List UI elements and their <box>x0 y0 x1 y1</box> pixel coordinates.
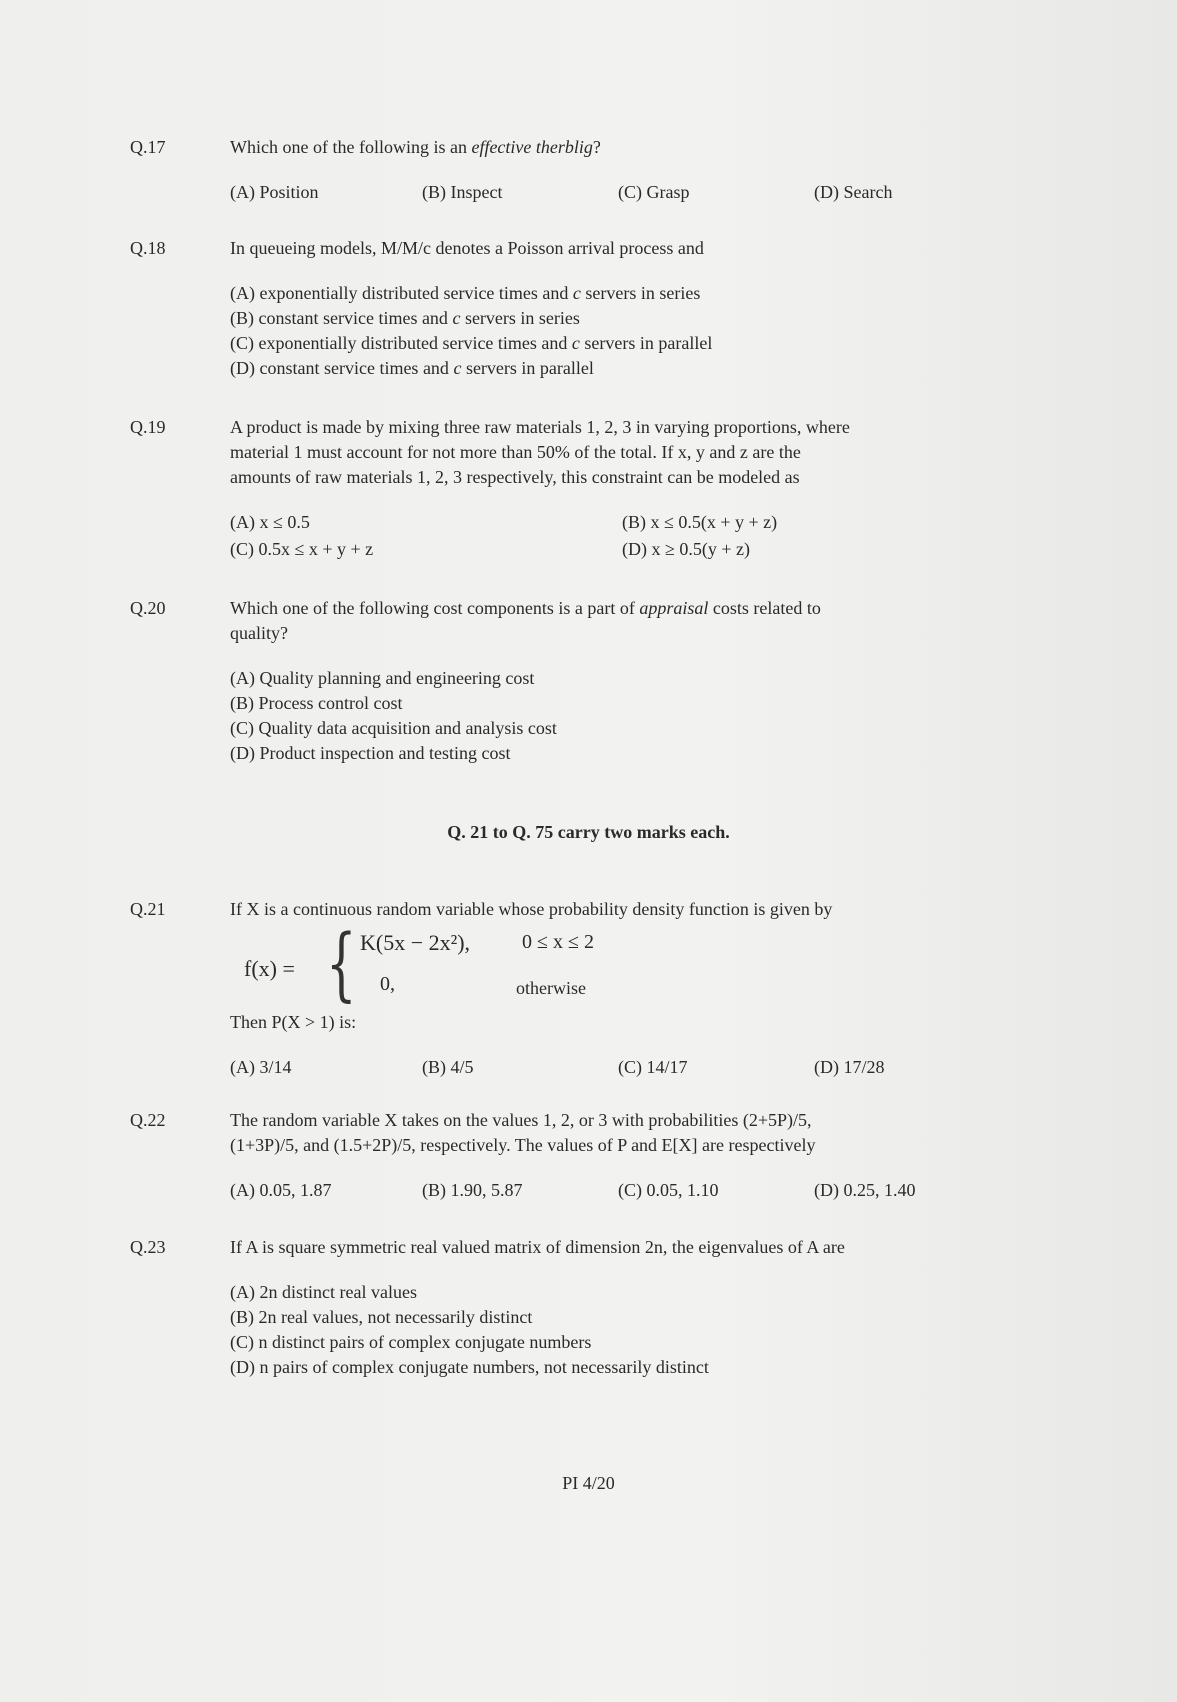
option-c: (C) exponentially distributed service times and c servers in parallel <box>230 333 713 353</box>
option-b: (B) Process control cost <box>230 693 403 713</box>
option-a: (A) x ≤ 0.5 <box>230 512 310 532</box>
options <box>230 666 1110 766</box>
option-b: (B) x ≤ 0.5(x + y + z) <box>622 512 778 532</box>
option-d: (D) constant service times and c servers in parallel <box>230 358 594 378</box>
option-a: (A) 2n distinct real values <box>230 1282 417 1302</box>
options <box>230 1178 1110 1203</box>
option-c: (C) n distinct pairs of complex conjugate numbers <box>230 1332 592 1352</box>
option-b: (B) Inspect <box>422 182 503 202</box>
options <box>230 281 1110 381</box>
question-number: Q.20 <box>130 598 166 618</box>
question-stem: A product is made by mixing three raw materials 1, 2, 3 in varying proportions, where material 1 must account for not more than 50% of the total. If x, y and z are the amounts of raw materials 1, 2, 3 respectively, this constraint can be modeled as <box>230 417 850 487</box>
option-d: (D) 17/28 <box>814 1057 885 1077</box>
option-c: (C) 14/17 <box>618 1057 688 1077</box>
question-stem: The random variable X takes on the values 1, 2, or 3 with probabilities (2+5P)/5, (1+3P)/5, and (1.5+2P)/5, respectively. The values of P and E[X] are respectively <box>230 1110 816 1155</box>
option-b: (B) 4/5 <box>422 1057 474 1077</box>
question-stem: Which one of the following cost components is a part of appraisal costs related to quality? <box>230 598 821 643</box>
options <box>230 1055 1110 1080</box>
question-stem: Which one of the following is an effective therblig? <box>230 137 601 157</box>
options <box>230 1280 1110 1380</box>
formula-row2-expr: 0, <box>380 973 395 995</box>
option-b: (B) constant service times and c servers in series <box>230 308 580 328</box>
option-d: (D) Search <box>814 182 893 202</box>
question-number: Q.17 <box>130 137 166 157</box>
options <box>230 510 1110 562</box>
option-a: (A) 3/14 <box>230 1057 292 1077</box>
option-d: (D) 0.25, 1.40 <box>814 1180 916 1200</box>
formula-row2-cond: otherwise <box>516 978 586 998</box>
brace-icon: { <box>326 917 357 1010</box>
option-a: (A) exponentially distributed service times and c servers in series <box>230 283 701 303</box>
question-then: Then P(X > 1) is: <box>230 1012 357 1032</box>
formula-row1-expr: K(5x − 2x²), <box>360 930 471 955</box>
option-c: (C) 0.5x ≤ x + y + z <box>230 539 374 559</box>
option-c: (C) Grasp <box>618 182 690 202</box>
question-number: Q.22 <box>130 1110 166 1130</box>
question-number: Q.23 <box>130 1237 166 1257</box>
question-23 <box>130 1235 1110 1380</box>
option-a: (A) Position <box>230 182 319 202</box>
option-c: (C) 0.05, 1.10 <box>618 1180 719 1200</box>
pdf-formula <box>230 917 1110 1010</box>
page-footer: PI 4/20 <box>562 1473 615 1493</box>
question-number: Q.21 <box>130 899 166 919</box>
question-22 <box>130 1108 1110 1203</box>
option-a: (A) Quality planning and engineering cost <box>230 668 535 688</box>
option-a: (A) 0.05, 1.87 <box>230 1180 332 1200</box>
question-stem: In queueing models, M/M/c denotes a Poisson arrival process and <box>230 238 704 258</box>
section-heading: Q. 21 to Q. 75 carry two marks each. <box>447 822 730 842</box>
question-stem: If A is square symmetric real valued matrix of dimension 2n, the eigenvalues of A are <box>230 1237 845 1257</box>
question-21 <box>130 897 1110 1080</box>
question-stem: If X is a continuous random variable whose probability density function is given by <box>230 899 833 919</box>
option-d: (D) n pairs of complex conjugate numbers, not necessarily distinct <box>230 1357 709 1377</box>
option-d: (D) x ≥ 0.5(y + z) <box>622 539 750 559</box>
option-c: (C) Quality data acquisition and analysis cost <box>230 718 557 738</box>
option-b: (B) 2n real values, not necessarily distinct <box>230 1307 533 1327</box>
formula-row1-cond: 0 ≤ x ≤ 2 <box>522 931 594 953</box>
options <box>230 180 1110 205</box>
formula-lhs: f(x) = <box>244 956 295 981</box>
question-number: Q.18 <box>130 238 166 258</box>
question-number: Q.19 <box>130 417 166 437</box>
question-19 <box>130 415 1110 562</box>
question-20 <box>130 596 1110 766</box>
question-18 <box>130 236 1110 381</box>
option-d: (D) Product inspection and testing cost <box>230 743 511 763</box>
question-17 <box>130 135 1110 205</box>
option-b: (B) 1.90, 5.87 <box>422 1180 523 1200</box>
